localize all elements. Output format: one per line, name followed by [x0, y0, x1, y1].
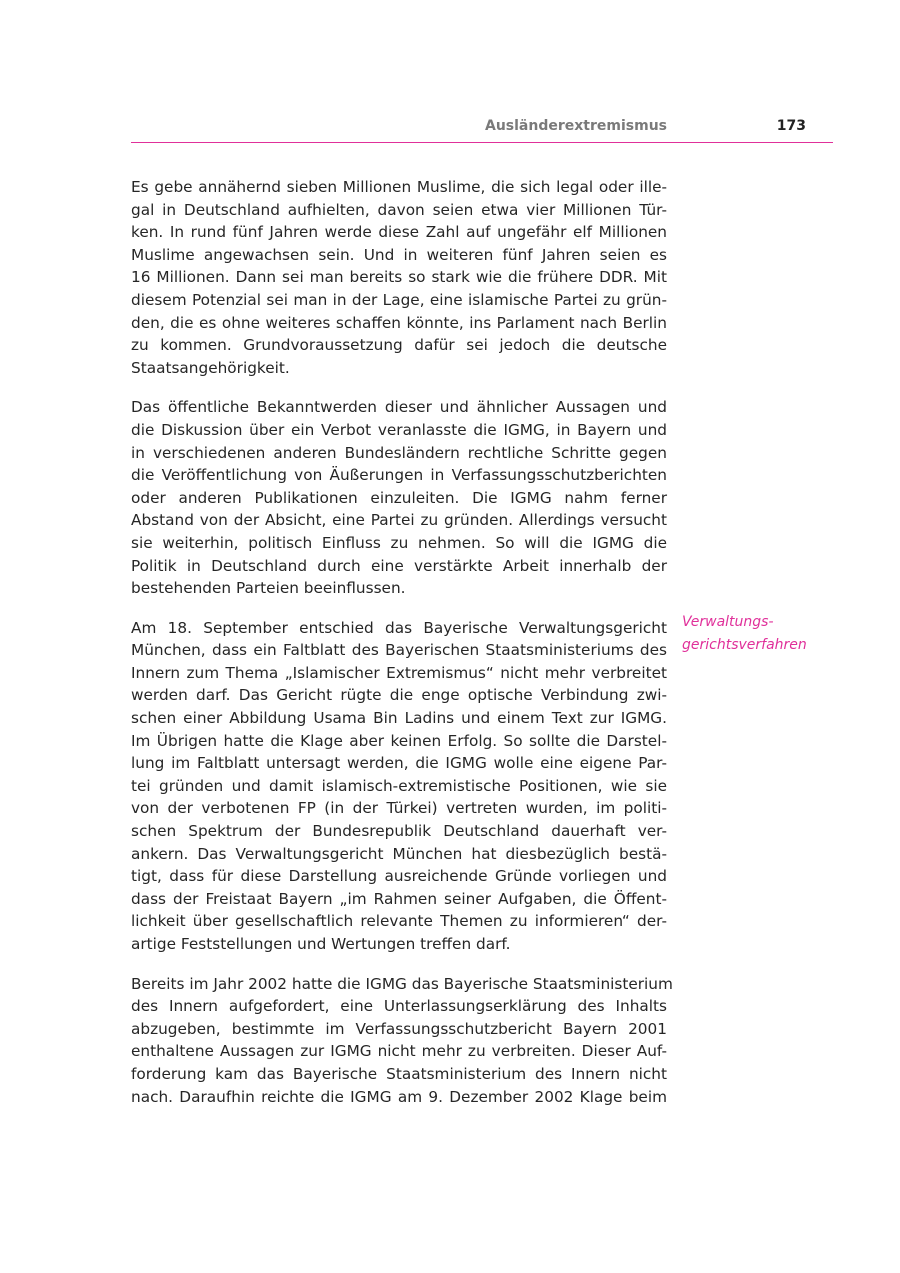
text-line: lichkeit über gesellschaftlich relevante Themen zu informieren“ der- — [131, 912, 667, 931]
paragraph-2 — [131, 396, 667, 599]
text-line: ankern. Das Verwaltungsgericht München hat diesbezüglich bestä- — [131, 844, 667, 863]
text-line: schen Spektrum der Bundesrepublik Deutschland dauerhaft ver- — [131, 822, 667, 841]
text-line: sie weiterhin, politisch Einfluss zu nehmen. So will die IGMG die — [131, 533, 667, 552]
paragraph-1 — [131, 176, 667, 379]
body-text — [131, 176, 673, 1125]
text-line: schen einer Abbildung Usama Bin Ladins und einem Text zur IGMG. — [131, 709, 667, 728]
margin-note-line: Verwaltungs- — [682, 614, 774, 630]
text-line: zu kommen. Grundvoraussetzung dafür sei jedoch die deutsche — [131, 336, 667, 355]
paragraph-3 — [131, 617, 667, 956]
text-line: forderung kam das Bayerische Staatsministerium des Innern nicht — [131, 1064, 667, 1083]
text-line: nach. Daraufhin reichte die IGMG am 9. Dezember 2002 Klage beim — [131, 1087, 667, 1106]
text-line: in verschiedenen anderen Bundesländern rechtliche Schritte gegen — [131, 443, 667, 462]
text-line: gal in Deutschland aufhielten, davon seien etwa vier Millionen Tür- — [131, 200, 667, 219]
text-line: diesem Potenzial sei man in der Lage, eine islamische Partei zu grün- — [131, 290, 667, 309]
text-line: oder anderen Publikationen einzuleiten. Die IGMG nahm ferner — [131, 488, 667, 507]
text-line: Das öffentliche Bekanntwerden dieser und ähnlicher Aussagen und — [131, 398, 667, 417]
text-line: lung im Faltblatt untersagt werden, die IGMG wolle eine eigene Par- — [131, 754, 667, 773]
text-line: von der verbotenen FP (in der Türkei) vertreten wurden, im politi- — [131, 799, 667, 818]
text-line: Politik in Deutschland durch eine verstärkte Arbeit innerhalb der — [131, 556, 667, 575]
text-line: Es gebe annähernd sieben Millionen Muslime, die sich legal oder ille- — [131, 178, 667, 196]
text-line: Muslime angewachsen sein. Und in weiteren fünf Jahren seien es — [131, 245, 667, 264]
text-line: dass der Freistaat Bayern „im Rahmen seiner Aufgaben, die Öffent- — [131, 889, 667, 908]
text-line: Im Übrigen hatte die Klage aber keinen Erfolg. So sollte die Darstel- — [131, 731, 667, 750]
text-line: des Innern aufgefordert, eine Unterlassungserklärung des Inhalts — [131, 997, 667, 1016]
text-line: bestehenden Parteien beeinflussen. — [131, 579, 406, 598]
text-line: enthaltene Aussagen zur IGMG nicht mehr zu verbreiten. Dieser Auf- — [131, 1042, 667, 1061]
margin-note-line: gerichtsverfahren — [682, 636, 807, 653]
text-line: München, dass ein Faltblatt des Bayerischen Staatsministeriums des — [131, 641, 667, 660]
text-line: tigt, dass für diese Darstellung ausreichende Gründe vorliegen und — [131, 867, 667, 886]
text-line: ken. In rund fünf Jahren werde diese Zahl auf ungefähr elf Millionen — [131, 223, 667, 242]
running-title: Ausländerextremismus — [485, 118, 667, 134]
text-line: artige Feststellungen und Wertungen treffen darf. — [131, 935, 511, 953]
paragraph-4 — [131, 973, 673, 1109]
text-line: werden darf. Das Gericht rügte die enge optische Verbindung zwi- — [131, 686, 667, 705]
page-number: 173 — [776, 118, 806, 134]
text-line: den, die es ohne weiteres schaffen könnte, ins Parlament nach Berlin — [131, 313, 667, 332]
text-line: die Diskussion über ein Verbot veranlasste die IGMG, in Bayern und — [131, 420, 667, 439]
text-line: 16 Millionen. Dann sei man bereits so stark wie die frühere DDR. Mit — [131, 268, 667, 287]
text-line: die Veröffentlichung von Äußerungen in Verfassungsschutzberichten — [131, 466, 667, 485]
text-line: Staatsangehörigkeit. — [131, 358, 290, 377]
running-header — [131, 116, 833, 143]
margin-note — [682, 611, 807, 656]
text-line: Abstand von der Absicht, eine Partei zu gründen. Allerdings versucht — [131, 511, 667, 530]
text-line: Bereits im Jahr 2002 hatte die IGMG das Bayerische Staatsministerium — [131, 974, 673, 993]
text-line: abzugeben, bestimmte im Verfassungsschutzbericht Bayern 2001 — [131, 1019, 667, 1038]
text-line: Am 18. September entschied das Bayerische Verwaltungsgericht — [131, 618, 667, 637]
text-line: Innern zum Thema „Islamischer Extremismus“ nicht mehr verbreitet — [131, 663, 667, 682]
text-line: tei gründen und damit islamisch-extremistische Positionen, wie sie — [131, 776, 667, 795]
